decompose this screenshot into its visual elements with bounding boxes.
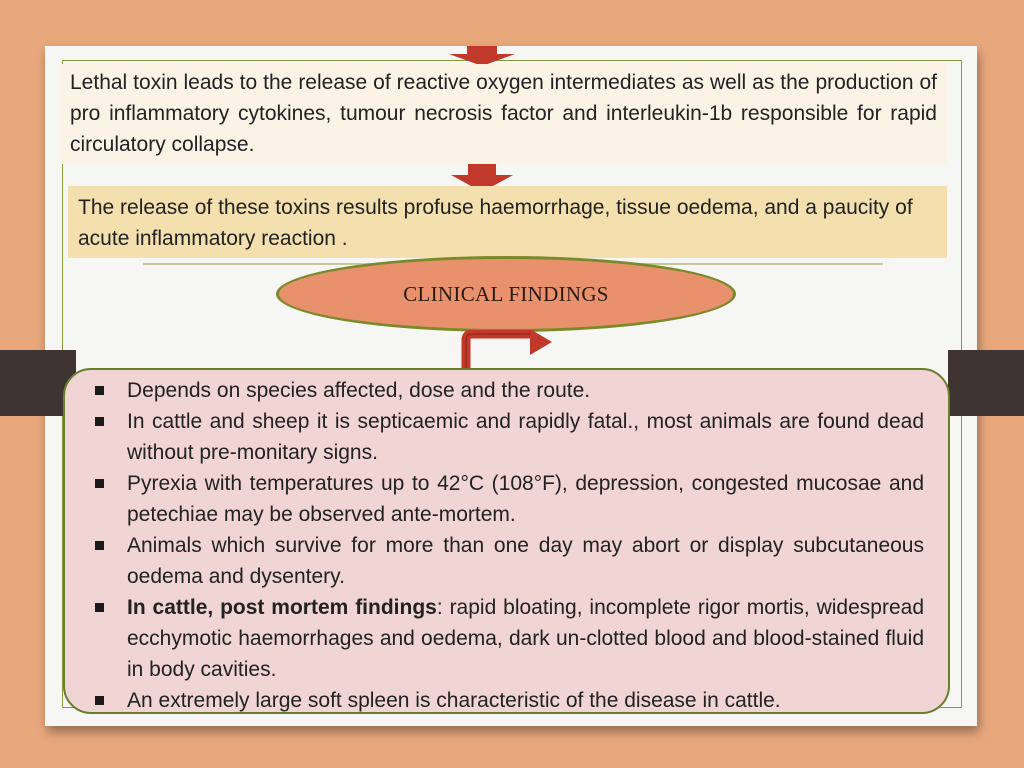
toxin-effects-text: The release of these toxins results profuse haemorrhage, tissue oedema, and a paucity of acute inflammatory reaction .: [78, 196, 913, 250]
square-bullet-icon: [95, 541, 104, 550]
finding-item: [95, 375, 924, 406]
finding-text: Animals which survive for more than one day may abort or display subcutaneous oedema and dysentery.: [127, 534, 924, 588]
finding-item: [95, 406, 924, 468]
finding-item: [95, 685, 924, 716]
finding-text: An extremely large soft spleen is characteristic of the disease in cattle.: [127, 689, 781, 712]
finding-text: In cattle and sheep it is septicaemic and rapidly fatal., most animals are found dead without pre-monitary signs.: [127, 410, 924, 464]
square-bullet-icon: [95, 386, 104, 395]
square-bullet-icon: [95, 479, 104, 488]
finding-item: [95, 530, 924, 592]
toxin-mechanism-text: Lethal toxin leads to the release of reactive oxygen intermediates as well as the production of pro inflammatory cytokines, tumour necrosis factor and interleukin-1b responsible for rapid circulatory collapse.: [70, 71, 937, 156]
square-bullet-icon: [95, 696, 104, 705]
heading-text: CLINICAL FINDINGS: [403, 281, 609, 306]
arrow-down-icon: [447, 46, 517, 66]
finding-text: : rapid bloating, incomplete rigor mortis, widespread ecchymotic haemorrhages and oedema, dark un-clotted blood and blood-stained fluid in body cavities.: [127, 596, 924, 681]
finding-text: Depends on species affected, dose and the route.: [127, 379, 591, 402]
finding-bold-text: In cattle, post mortem findings: [127, 596, 437, 619]
right-side-tab: [948, 350, 1024, 416]
clinical-findings-heading: [276, 256, 736, 332]
findings-box: [63, 368, 950, 714]
square-bullet-icon: [95, 603, 104, 612]
finding-item: [95, 592, 924, 685]
finding-text: Pyrexia with temperatures up to 42°C (108°F), depression, congested mucosae and petechiae may be observed ante-mortem.: [127, 472, 924, 526]
finding-item: [95, 468, 924, 530]
toxin-mechanism-box: [60, 64, 947, 164]
toxin-effects-box: [68, 186, 947, 258]
square-bullet-icon: [95, 417, 104, 426]
findings-list: [95, 375, 924, 716]
